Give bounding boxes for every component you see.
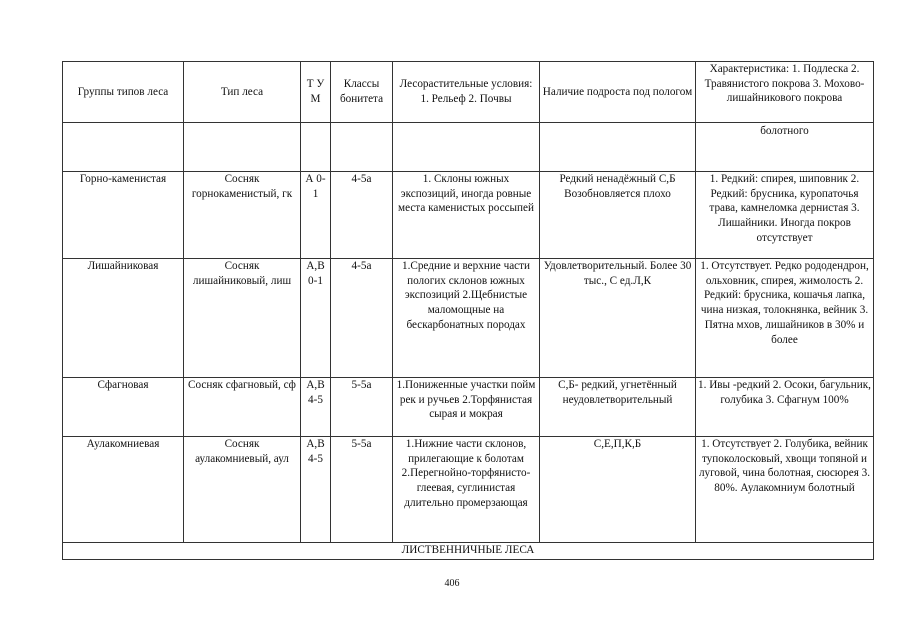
undergrowth-cell: Удовлетворительный. Более 30 тыс., С ед.Л,К — [540, 259, 696, 378]
table-row — [63, 378, 874, 437]
section-title: ЛИСТВЕННИЧНЫЕ ЛЕСА — [63, 543, 874, 560]
header-characteristic-continuation: болотного — [696, 123, 874, 172]
characteristic-cell: 1. Редкий: спирея, шиповник 2. Редкий: брусника, куропаточья трава, камнеломка дернистая 3. Лишайники. Иногда покров отсутствует — [696, 172, 874, 259]
header-characteristic: Характеристика: 1. Подлеска 2. Травянистого покрова 3. Мохово-лишайникового покрова — [696, 62, 874, 123]
type-cell: Сосняк лишайниковый, лиш — [184, 259, 301, 378]
bonitet-cell: 4-5а — [331, 259, 393, 378]
forest-types-table — [62, 61, 874, 560]
table-row — [63, 172, 874, 259]
characteristic-cell: 1. Отсутствует 2. Голубика, вейник тупоколосковый, хвощи топяной и луговой, чина болотная, сюсюрея 3. 80%. Аулакомниум болотный — [696, 437, 874, 543]
header-conditions: Лесорастительные условия: 1. Рельеф 2. Почвы — [393, 62, 540, 123]
undergrowth-cell: С,Б- редкий, угнетённый неудовлетворительный — [540, 378, 696, 437]
header-bonitet: Классы бонитета — [331, 62, 393, 123]
header-undergrowth: Наличие подроста под пологом — [540, 62, 696, 123]
type-cell: Сосняк аулакомниевый, аул — [184, 437, 301, 543]
conditions-cell: 1.Нижние части склонов, прилегающие к болотам 2.Перегнойно-торфянисто-глеевая, суглинистая длительно промерзающая — [393, 437, 540, 543]
table-row — [63, 437, 874, 543]
table-row — [63, 259, 874, 378]
empty-cell — [184, 123, 301, 172]
conditions-cell: 1.Пониженные участки пойм рек и ручьев 2.Торфянистая сырая и мокрая — [393, 378, 540, 437]
header-tum: Т У М — [301, 62, 331, 123]
group-cell: Лишайниковая — [63, 259, 184, 378]
characteristic-cell: 1. Ивы -редкий 2. Осоки, багульник, голубика 3. Сфагнум 100% — [696, 378, 874, 437]
conditions-cell: 1. Склоны южных экспозиций, иногда ровные места каменистых россыпей — [393, 172, 540, 259]
bonitet-cell: 4-5а — [331, 172, 393, 259]
characteristic-cell: 1. Отсутствует. Редко рододендрон, ольховник, спирея, жимолость 2. Редкий: брусника, кошачья лапка, чина низкая, толокнянка, вейник 3. Пятна мхов, лишайников в 30% и более — [696, 259, 874, 378]
tum-cell: А 0-1 — [301, 172, 331, 259]
group-cell: Сфагновая — [63, 378, 184, 437]
page-number: 406 — [444, 578, 460, 589]
header-continuation-row — [63, 123, 874, 172]
tum-cell: А,В 4-5 — [301, 437, 331, 543]
conditions-cell: 1.Средние и верхние части пологих склонов южных экспозиций 2.Щебнистые маломощные на бескарбонатных породах — [393, 259, 540, 378]
empty-cell — [301, 123, 331, 172]
empty-cell — [331, 123, 393, 172]
type-cell: Сосняк сфагновый, сф — [184, 378, 301, 437]
header-forest-type: Тип леса — [184, 62, 301, 123]
undergrowth-cell: Редкий ненадёжный С,Б Возобновляется плохо — [540, 172, 696, 259]
bonitet-cell: 5-5а — [331, 437, 393, 543]
group-cell: Горно-каменистая — [63, 172, 184, 259]
bonitet-cell: 5-5а — [331, 378, 393, 437]
group-cell: Аулакомниевая — [63, 437, 184, 543]
empty-cell — [393, 123, 540, 172]
table-header-row — [63, 62, 874, 123]
header-forest-groups: Группы типов леса — [63, 62, 184, 123]
empty-cell — [63, 123, 184, 172]
section-row — [63, 543, 874, 560]
tum-cell: А,В 0-1 — [301, 259, 331, 378]
undergrowth-cell: С,Е,П,К,Б — [540, 437, 696, 543]
tum-cell: А,В 4-5 — [301, 378, 331, 437]
empty-cell — [540, 123, 696, 172]
type-cell: Сосняк горнокаменистый, гк — [184, 172, 301, 259]
